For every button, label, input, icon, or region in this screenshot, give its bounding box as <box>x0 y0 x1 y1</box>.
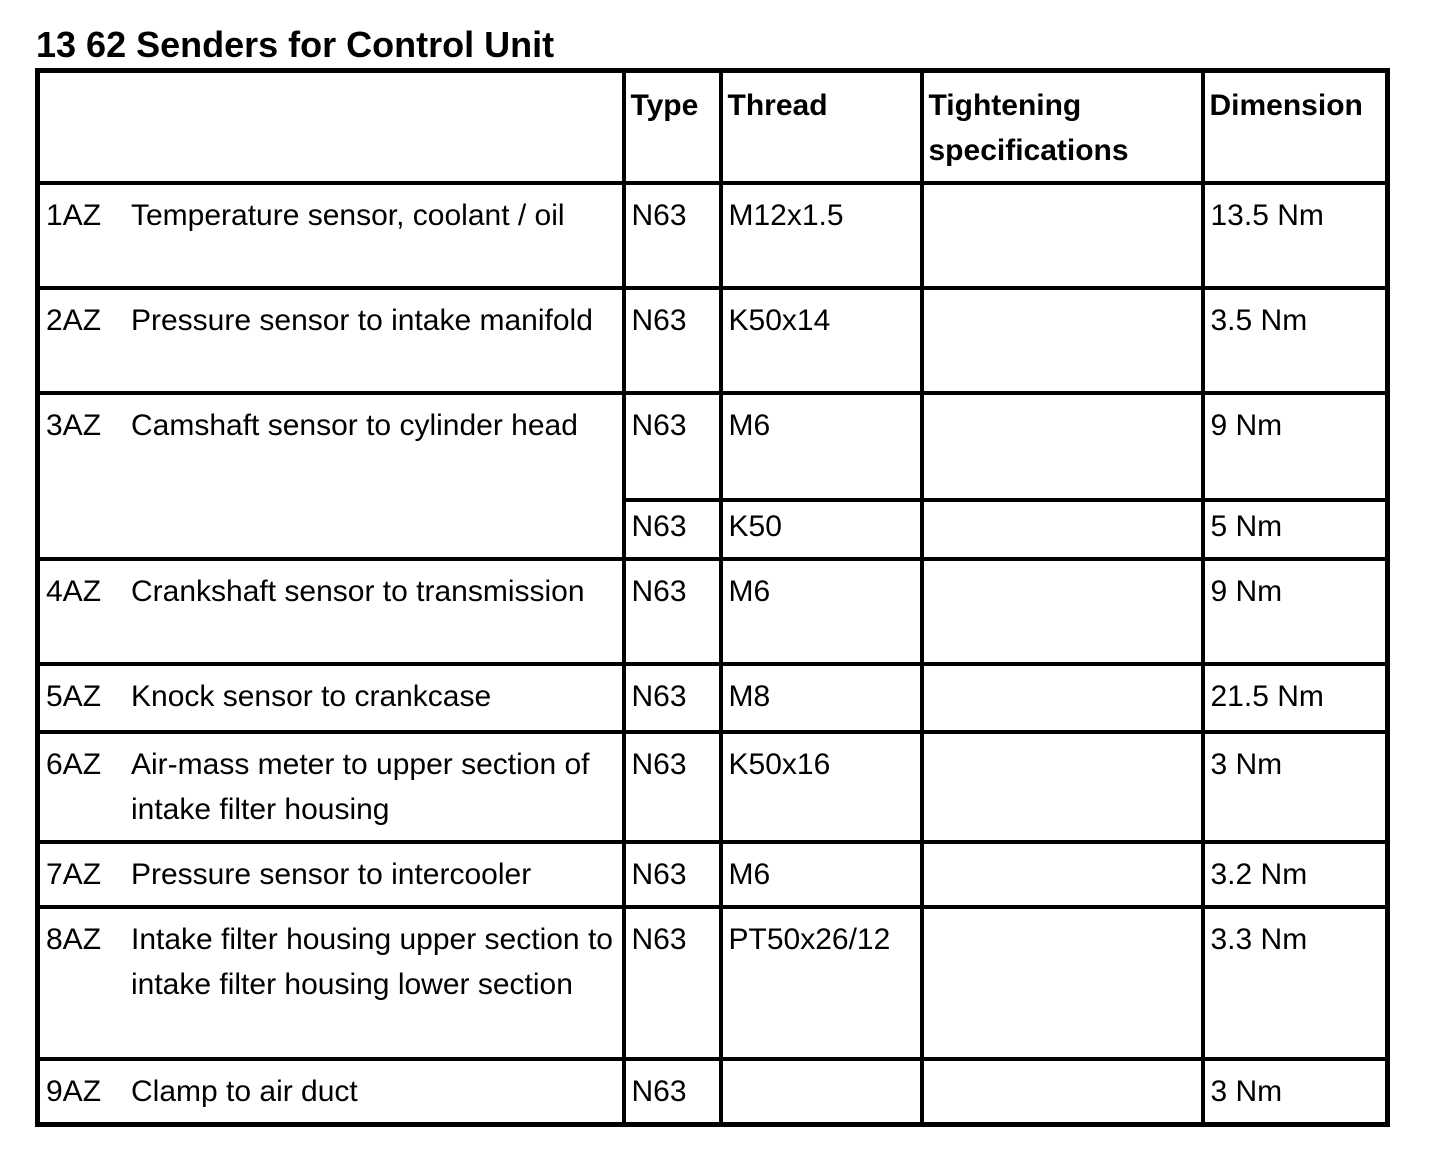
cell-thread: K50 <box>721 500 922 559</box>
table-row-6az <box>38 732 1388 842</box>
cell-thread: M6 <box>721 842 922 907</box>
cell-thread: M6 <box>721 393 922 500</box>
cell-tightening <box>922 559 1203 664</box>
cell-thread: PT50x26/12 <box>721 907 922 1059</box>
row-description: Knock sensor to crankcase <box>131 680 492 713</box>
header-row <box>38 71 1388 184</box>
row-label: 6AZ <box>46 748 102 781</box>
cell-dimension: 9 Nm <box>1203 559 1388 664</box>
table-row-2az <box>38 288 1388 393</box>
cell-type: N63 <box>624 664 721 732</box>
item-cell <box>38 1059 624 1125</box>
item-cell <box>38 288 624 393</box>
row-label: 4AZ <box>46 575 102 608</box>
cell-type: N63 <box>624 559 721 664</box>
cell-thread <box>721 1059 922 1125</box>
cell-thread: M8 <box>721 664 922 732</box>
cell-dimension: 13.5 Nm <box>1203 183 1388 288</box>
header-thread: Thread <box>721 71 922 184</box>
page-title: 13 62 Senders for Control Unit <box>36 24 555 65</box>
table-row-1az <box>38 183 1388 288</box>
cell-dimension: 21.5 Nm <box>1203 664 1388 732</box>
row-description: Camshaft sensor to cylinder head <box>131 409 578 442</box>
cell-dimension: 3 Nm <box>1203 1059 1388 1125</box>
cell-thread: M6 <box>721 559 922 664</box>
cell-thread: K50x14 <box>721 288 922 393</box>
row-description: Temperature sensor, coolant / oil <box>131 199 565 232</box>
cell-type: N63 <box>624 183 721 288</box>
row-description: Intake filter housing upper section to intake filter housing lower section <box>131 923 613 1001</box>
cell-thread: M12x1.5 <box>721 183 922 288</box>
cell-tightening <box>922 907 1203 1059</box>
row-description: Crankshaft sensor to transmission <box>131 575 585 608</box>
cell-dimension: 3.3 Nm <box>1203 907 1388 1059</box>
row-label: 2AZ <box>46 304 102 337</box>
table-row-5az <box>38 664 1388 732</box>
cell-dimension: 3.2 Nm <box>1203 842 1388 907</box>
item-cell <box>38 842 624 907</box>
item-cell <box>38 393 624 559</box>
row-label: 9AZ <box>46 1075 102 1108</box>
cell-type: N63 <box>624 500 721 559</box>
cell-tightening <box>922 732 1203 842</box>
row-label: 5AZ <box>46 680 102 713</box>
table-row-3az <box>38 393 1388 500</box>
header-tightening-specifications: Tightening specifications <box>922 71 1203 184</box>
cell-type: N63 <box>624 732 721 842</box>
cell-tightening <box>922 183 1203 288</box>
table-row-7az <box>38 842 1388 907</box>
row-label: 1AZ <box>46 199 102 232</box>
cell-tightening <box>922 1059 1203 1125</box>
cell-type: N63 <box>624 1059 721 1125</box>
item-cell <box>38 183 624 288</box>
cell-type: N63 <box>624 842 721 907</box>
senders-table <box>35 68 1390 1127</box>
cell-dimension: 3 Nm <box>1203 732 1388 842</box>
row-label: 8AZ <box>46 923 102 956</box>
cell-type: N63 <box>624 393 721 500</box>
cell-dimension: 3.5 Nm <box>1203 288 1388 393</box>
cell-thread: K50x16 <box>721 732 922 842</box>
cell-dimension: 5 Nm <box>1203 500 1388 559</box>
row-description: Air-mass meter to upper section of intake filter housing <box>131 748 590 826</box>
item-cell <box>38 732 624 842</box>
table-row-8az <box>38 907 1388 1059</box>
row-description: Clamp to air duct <box>131 1075 358 1108</box>
cell-tightening <box>922 500 1203 559</box>
row-label: 7AZ <box>46 858 102 891</box>
header-type: Type <box>624 71 721 184</box>
row-label: 3AZ <box>46 409 102 442</box>
header-item <box>38 71 624 184</box>
cell-tightening <box>922 842 1203 907</box>
row-description: Pressure sensor to intercooler <box>131 858 532 891</box>
cell-tightening <box>922 288 1203 393</box>
table-row-4az <box>38 559 1388 664</box>
item-cell <box>38 664 624 732</box>
cell-tightening <box>922 393 1203 500</box>
cell-tightening <box>922 664 1203 732</box>
cell-type: N63 <box>624 907 721 1059</box>
item-cell <box>38 907 624 1059</box>
item-cell <box>38 559 624 664</box>
cell-dimension: 9 Nm <box>1203 393 1388 500</box>
table-row-9az <box>38 1059 1388 1125</box>
row-description: Pressure sensor to intake manifold <box>131 304 593 337</box>
cell-type: N63 <box>624 288 721 393</box>
header-dimension: Dimension <box>1203 71 1388 184</box>
